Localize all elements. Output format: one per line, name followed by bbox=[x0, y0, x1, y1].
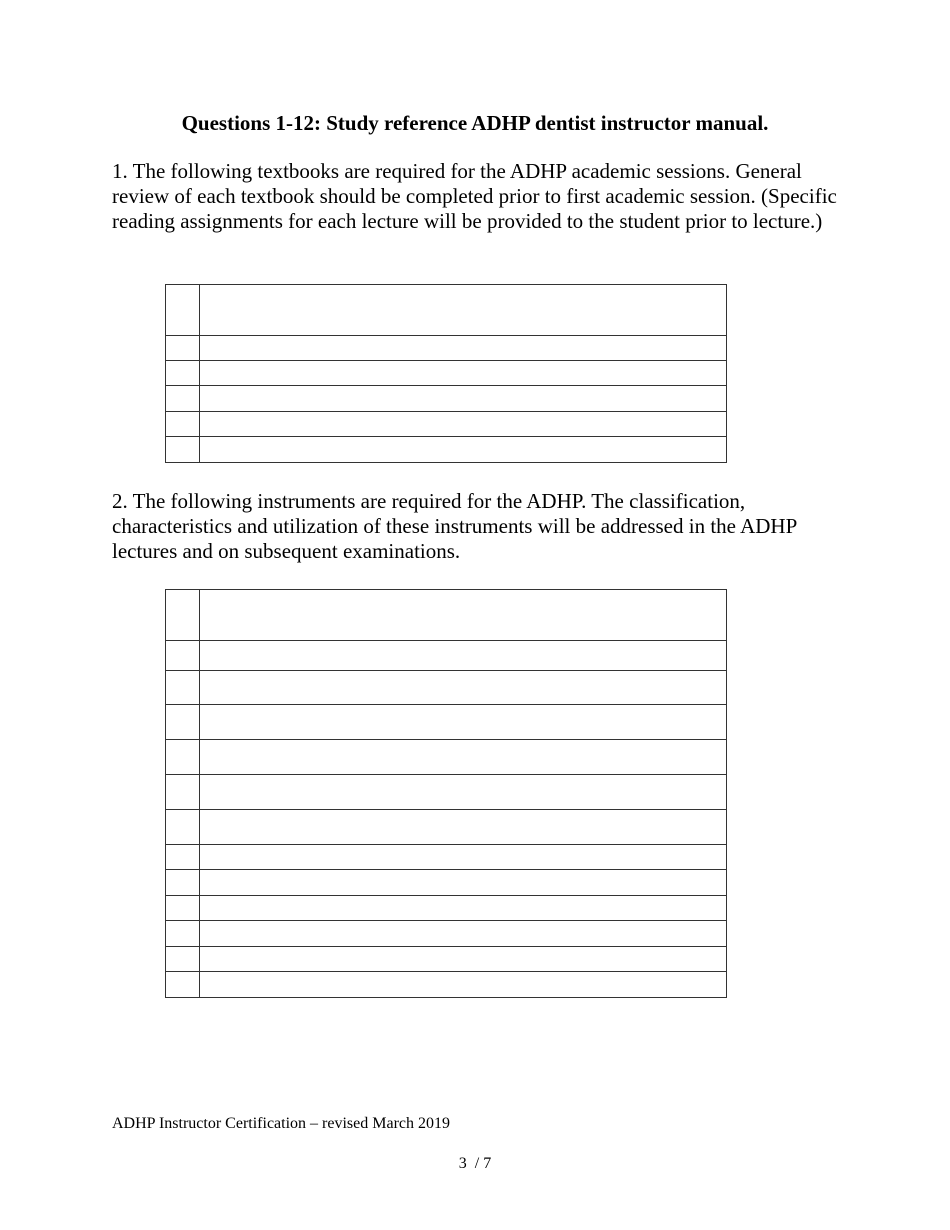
row-number-cell bbox=[166, 361, 200, 386]
row-entry-cell bbox=[200, 896, 727, 921]
row-number-cell bbox=[166, 285, 200, 336]
row-number-cell bbox=[166, 896, 200, 921]
row-number-cell bbox=[166, 775, 200, 810]
row-entry-cell bbox=[200, 412, 727, 437]
table-row bbox=[166, 775, 727, 810]
row-number-cell bbox=[166, 845, 200, 870]
row-number-cell bbox=[166, 947, 200, 972]
row-entry-cell bbox=[200, 386, 727, 412]
row-entry-cell bbox=[200, 285, 727, 336]
page-heading: Questions 1-12: Study reference ADHP dentist instructor manual. bbox=[181, 111, 769, 135]
page-current: 3 bbox=[458, 1155, 467, 1172]
table-row bbox=[166, 590, 727, 641]
footer-text: ADHP Instructor Certification – revised March 2019 bbox=[112, 1115, 450, 1132]
row-number-cell bbox=[166, 437, 200, 463]
row-number-cell bbox=[166, 972, 200, 998]
row-entry-cell bbox=[200, 845, 727, 870]
row-entry-cell bbox=[200, 590, 727, 641]
row-entry-cell bbox=[200, 740, 727, 775]
table-row bbox=[166, 896, 727, 921]
table-row bbox=[166, 947, 727, 972]
table-row bbox=[166, 336, 727, 361]
row-number-cell bbox=[166, 641, 200, 671]
row-number-cell bbox=[166, 412, 200, 437]
table-row bbox=[166, 810, 727, 845]
table-row bbox=[166, 972, 727, 998]
table-row bbox=[166, 870, 727, 896]
row-entry-cell bbox=[200, 921, 727, 947]
row-entry-cell bbox=[200, 947, 727, 972]
row-number-cell bbox=[166, 705, 200, 740]
table-row bbox=[166, 412, 727, 437]
row-entry-cell bbox=[200, 336, 727, 361]
table-row bbox=[166, 386, 727, 412]
table-row bbox=[166, 671, 727, 705]
table-row bbox=[166, 285, 727, 336]
textbook-table bbox=[165, 284, 727, 463]
row-entry-cell bbox=[200, 437, 727, 463]
row-entry-cell bbox=[200, 361, 727, 386]
table-row bbox=[166, 361, 727, 386]
question-2-text: 2. The following instruments are required for the ADHP. The classification, characteristics and utilization of these instruments will be addressed in the ADHP lectures and on subsequent examinations. bbox=[112, 489, 797, 563]
row-entry-cell bbox=[200, 972, 727, 998]
row-number-cell bbox=[166, 671, 200, 705]
table-row bbox=[166, 740, 727, 775]
row-number-cell bbox=[166, 336, 200, 361]
row-entry-cell bbox=[200, 641, 727, 671]
instrument-table bbox=[165, 589, 727, 998]
table-row bbox=[166, 641, 727, 671]
row-entry-cell bbox=[200, 810, 727, 845]
page-number bbox=[0, 1154, 950, 1174]
row-entry-cell bbox=[200, 671, 727, 705]
table-row bbox=[166, 437, 727, 463]
row-number-cell bbox=[166, 386, 200, 412]
row-number-cell bbox=[166, 870, 200, 896]
row-entry-cell bbox=[200, 705, 727, 740]
table-row bbox=[166, 705, 727, 740]
table-row bbox=[166, 921, 727, 947]
page-separator: / bbox=[474, 1155, 480, 1172]
row-number-cell bbox=[166, 810, 200, 845]
row-number-cell bbox=[166, 740, 200, 775]
table-row bbox=[166, 845, 727, 870]
question-1-text: 1. The following textbooks are required for the ADHP academic sessions. General review of each textbook should be completed prior to first academic session. (Specific reading assignments for each lecture will be provided to the student prior to lecture.) bbox=[112, 159, 837, 233]
page-total: 7 bbox=[483, 1155, 492, 1172]
row-entry-cell bbox=[200, 870, 727, 896]
row-number-cell bbox=[166, 921, 200, 947]
row-number-cell bbox=[166, 590, 200, 641]
row-entry-cell bbox=[200, 775, 727, 810]
